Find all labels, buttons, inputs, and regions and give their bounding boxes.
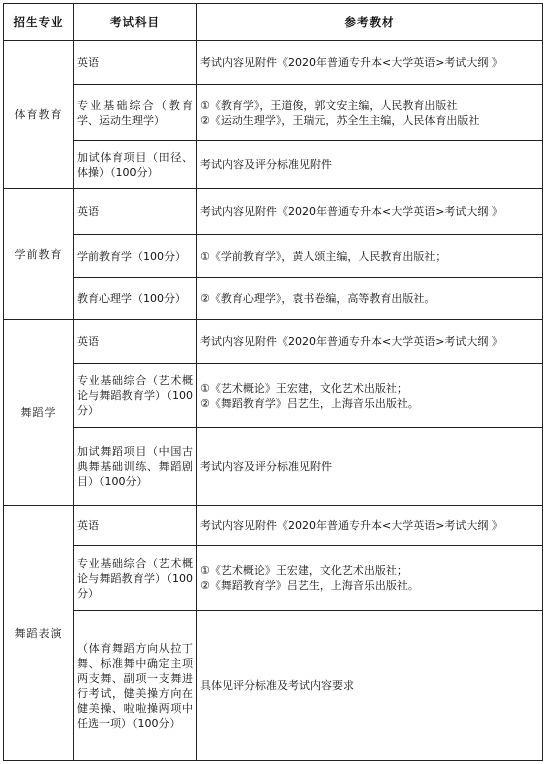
table-row xyxy=(4,235,543,278)
subject-cell: 英语 xyxy=(74,506,197,546)
table-row xyxy=(4,320,543,364)
reference-cell xyxy=(197,41,543,85)
reference-cell xyxy=(197,141,543,189)
reference-line: ①《学前教育学》，黄人颂主编，人民教育出版社； xyxy=(200,249,447,263)
reference-line: ①《艺术概论》王宏建，文化艺术出版社； xyxy=(200,564,408,577)
reference-line: ②《运动生理学》，王瑞元，苏全生主编，人民体育出版社 xyxy=(200,113,480,127)
major-cell: 体育教育 xyxy=(4,41,74,189)
subject-cell: 专业基础综合（艺术概论与舞蹈教育学）（100分） xyxy=(74,364,197,428)
major-cell: 舞蹈表演 xyxy=(4,506,74,761)
subject-cell: 英语 xyxy=(74,41,197,85)
subject-cell: 专业基础综合（教育学、运动生理学） xyxy=(74,85,197,141)
header-reference: 参考教材 xyxy=(197,4,543,41)
table-row xyxy=(4,428,543,506)
reference-cell xyxy=(197,235,543,278)
reference-line: ②《教育心理学》，袁书卷编，高等教育出版社。 xyxy=(200,292,436,305)
reference-line: ①《艺术概论》王宏建，文化艺术出版社； xyxy=(200,381,408,395)
table-row xyxy=(4,141,543,189)
reference-line: ②《舞蹈教育学》吕艺生，上海音乐出版社。 xyxy=(200,579,419,592)
table-row xyxy=(4,41,543,85)
table-row xyxy=(4,189,543,235)
table-row xyxy=(4,85,543,141)
reference-cell xyxy=(197,428,543,506)
major-cell: 舞蹈学 xyxy=(4,320,74,506)
reference-cell xyxy=(197,189,543,235)
subject-cell: 加试舞蹈项目（中国古典舞基础训练、舞蹈剧目）（100分） xyxy=(74,428,197,506)
subject-cell: 英语 xyxy=(74,189,197,235)
table-row xyxy=(4,506,543,546)
table-row xyxy=(4,546,543,611)
reference-line: 具体见评分标准及考试内容要求 xyxy=(200,679,354,692)
exam-table xyxy=(3,3,543,761)
reference-line: ①《教育学》，王道俊，郭文安主编，人民教育出版社 xyxy=(200,98,458,112)
reference-cell xyxy=(197,506,543,546)
table-row xyxy=(4,278,543,320)
reference-line: 考试内容及评分标准见附件 xyxy=(200,158,332,171)
reference-cell xyxy=(197,85,543,141)
reference-cell xyxy=(197,278,543,320)
subject-cell: 教育心理学（100分） xyxy=(74,278,197,320)
subject-cell: （体育舞蹈方向从拉丁舞、标准舞中确定主项两支舞、副项一支舞进行考试，健美操方向在健美操、啦啦操两项中任选一项）（100分） xyxy=(74,611,197,761)
reference-cell xyxy=(197,364,543,428)
table-row xyxy=(4,611,543,761)
reference-cell xyxy=(197,546,543,611)
reference-line: 考试内容见附件《2020年普通专升本<大学英语>考试大纲 》 xyxy=(200,335,503,348)
major-cell: 学前教育 xyxy=(4,189,74,320)
table-row xyxy=(4,364,543,428)
subject-cell: 英语 xyxy=(74,320,197,364)
reference-line: 考试内容见附件《2020年普通专升本<大学英语>考试大纲 》 xyxy=(200,205,503,218)
subject-cell: 加试体育项目（田径、体操）（100分） xyxy=(74,141,197,189)
header-row xyxy=(4,4,543,41)
reference-line: ②《舞蹈教育学》吕艺生，上海音乐出版社。 xyxy=(200,396,419,410)
reference-line: 考试内容见附件《2020年普通专升本<大学英语>考试大纲 》 xyxy=(200,519,503,532)
reference-line: 考试内容见附件《2020年普通专升本<大学英语>考试大纲 》 xyxy=(200,56,503,69)
subject-cell: 专业基础综合（艺术概论与舞蹈教育学）（100分） xyxy=(74,546,197,611)
header-subject: 考试科目 xyxy=(74,4,197,41)
reference-cell xyxy=(197,320,543,364)
subject-cell: 学前教育学（100分） xyxy=(74,235,197,278)
reference-line: 考试内容及评分标准见附件 xyxy=(200,460,332,473)
header-major: 招生专业 xyxy=(4,4,74,41)
reference-cell xyxy=(197,611,543,761)
